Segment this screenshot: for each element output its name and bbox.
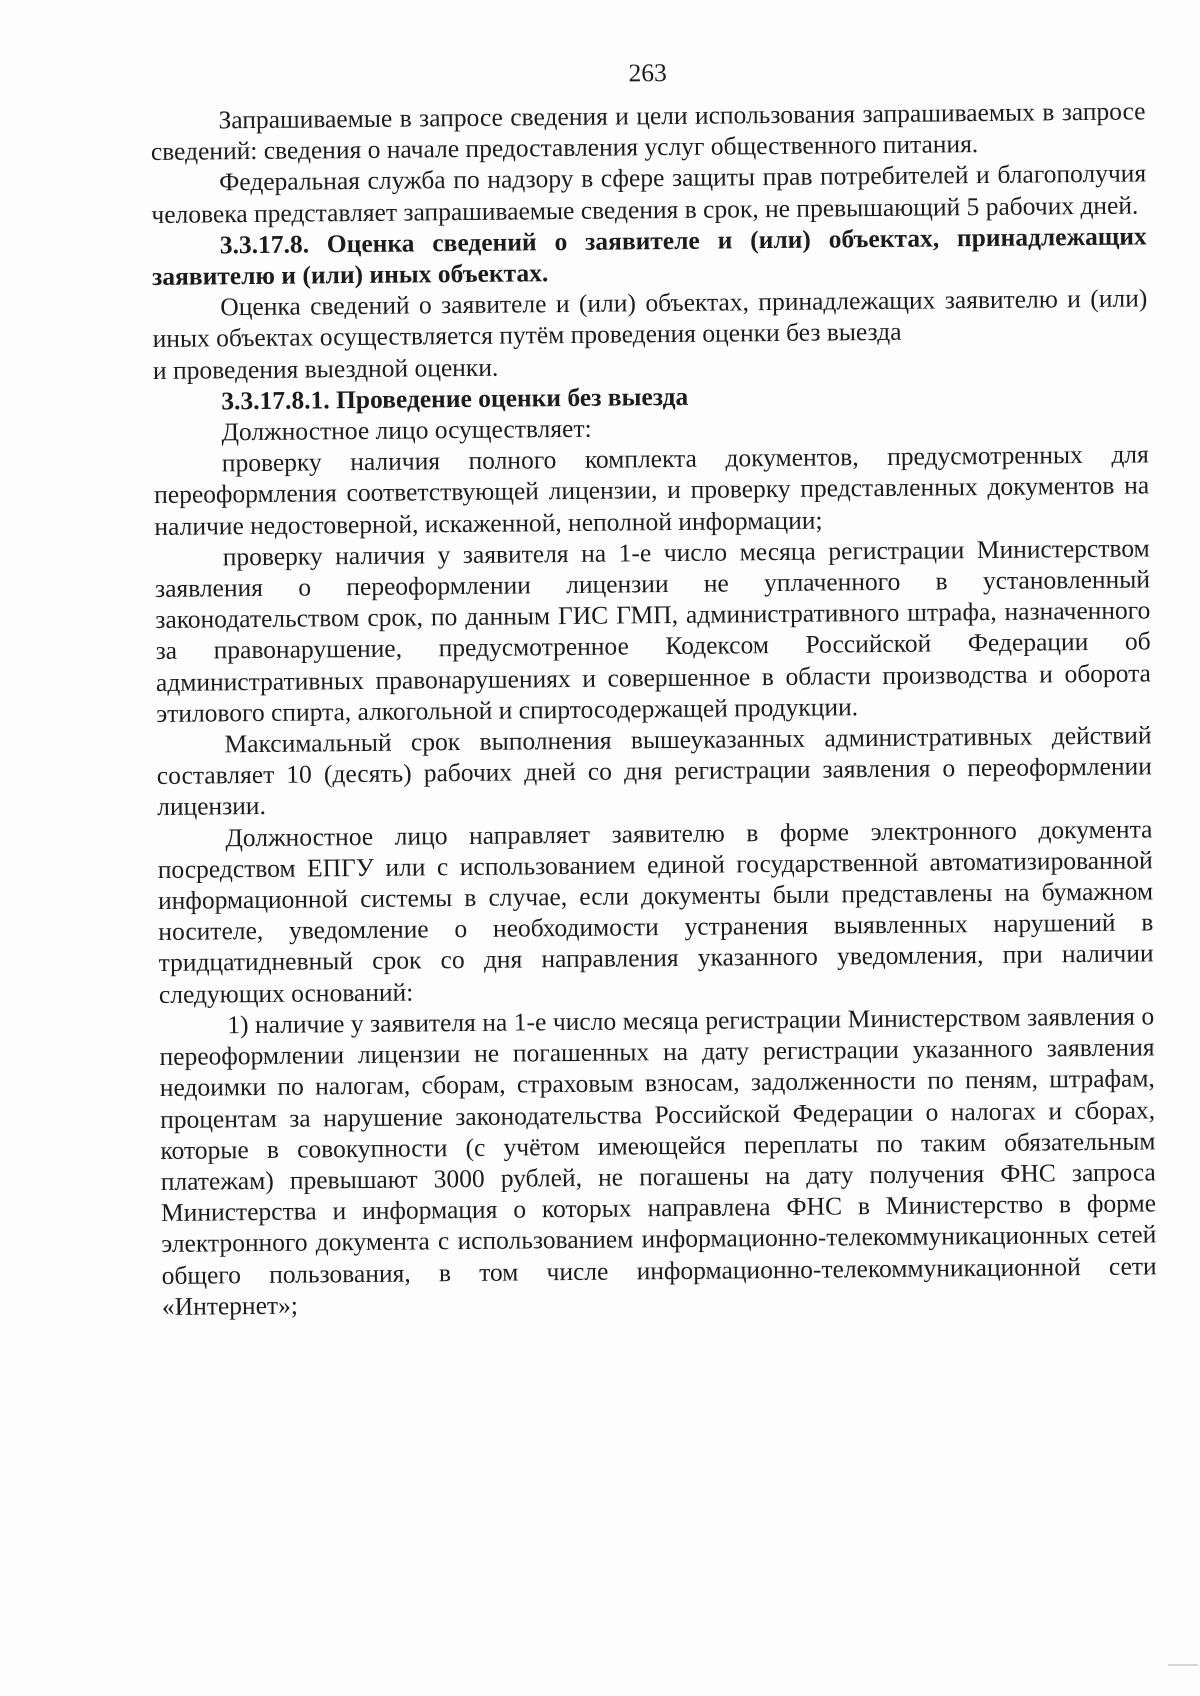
page-content	[150, 52, 1157, 1321]
section-heading-3-3-17-8: 3.3.17.8. Оценка сведений о заявителе и (или) объектах, принадлежащих заявителю и (или) иных объектах.	[151, 221, 1147, 292]
paragraph-max-term: Максимальный срок выполнения вышеуказанных административных действий составляет 10 (десять) рабочих дней со дня регистрации заявления о переоформлении лицензии.	[156, 720, 1152, 822]
paragraph-requested-info: Запрашиваемые в запросе сведения и цели использования запрашиваемых в запросе сведений: сведения о начале предоставления услуг общественного питания.	[150, 96, 1146, 167]
paragraph-rospotrebnadzor-term: Федеральная служба по надзору в сфере защиты прав потребителей и благополучия человека представляет запрашиваемые сведения в срок, не превышающий 5 рабочих дней.	[151, 158, 1147, 229]
paragraph-assessment-method: Оценка сведений о заявителе и (или) объектах, принадлежащих заявителю и (или) иных объектах осуществляется путём проведения оценки без выезда	[152, 283, 1148, 354]
paragraph-fine-check: проверку наличия у заявителя на 1-е число месяца регистрации Министерством заявления о переоформлении лицензии не уплаченного в установленный законодательством срок, по данным ГИС ГМП, административного штрафа, назначенного за правонарушение, предусмотренное Кодексом Российской Федерации об административных правонарушениях и совершенное в области производства и оборота этилового спирта, алкогольной и спиртосодержащей продукции.	[154, 533, 1152, 728]
paragraph-assessment-method-cont: и проведения выездной оценки.	[152, 352, 499, 385]
page-number: 263	[628, 58, 667, 88]
section-heading-3-3-17-8-1: 3.3.17.8.1. Проведение оценки без выезда	[221, 381, 689, 416]
paragraph-notification: Должностное лицо направляет заявителю в форме электронного документа посредством ЕПГУ или с использованием единой государственной автоматизированной информационной системы в случае, если документы были представлены на бумажном носителе, уведомление о необходимости устранения выявленных нарушений в тридцатидневный срок со дня направления указанного уведомления, при наличии следующих оснований:	[157, 814, 1154, 1009]
list-item-1: 1) наличие у заявителя на 1-е число месяца регистрации Министерством заявления о переоформлении лицензии не погашенных на дату регистрации указанного заявления недоимки по налогам, сборам, страховым взносам, задолженности по пеням, штрафам, процентам за нарушение законодательства Российской Федерации о налогах и сборах, которые в совокупности (с учётом имеющейся переплаты по таким обязательным платежам) превышают 3000 рублей, не погашены на дату получения ФНС запроса Министерства и информация о которых направлена ФНС в Министерство в форме электронного документа с использованием информационно-телекоммуникационных сетей общего пользования, в том числе информационно-телекоммуникационной сети «Интернет»;	[159, 1001, 1157, 1321]
scan-edge-mark	[1168, 1664, 1198, 1666]
paragraph-documents-check: проверку наличия полного комплекта документов, предусмотренных для переоформления соответствующей лицензии, и проверку представленных документов на наличие недостоверной, искаженной, неполной информации;	[154, 439, 1150, 541]
paragraph-official-performs: Должностное лицо осуществляет:	[221, 413, 592, 447]
